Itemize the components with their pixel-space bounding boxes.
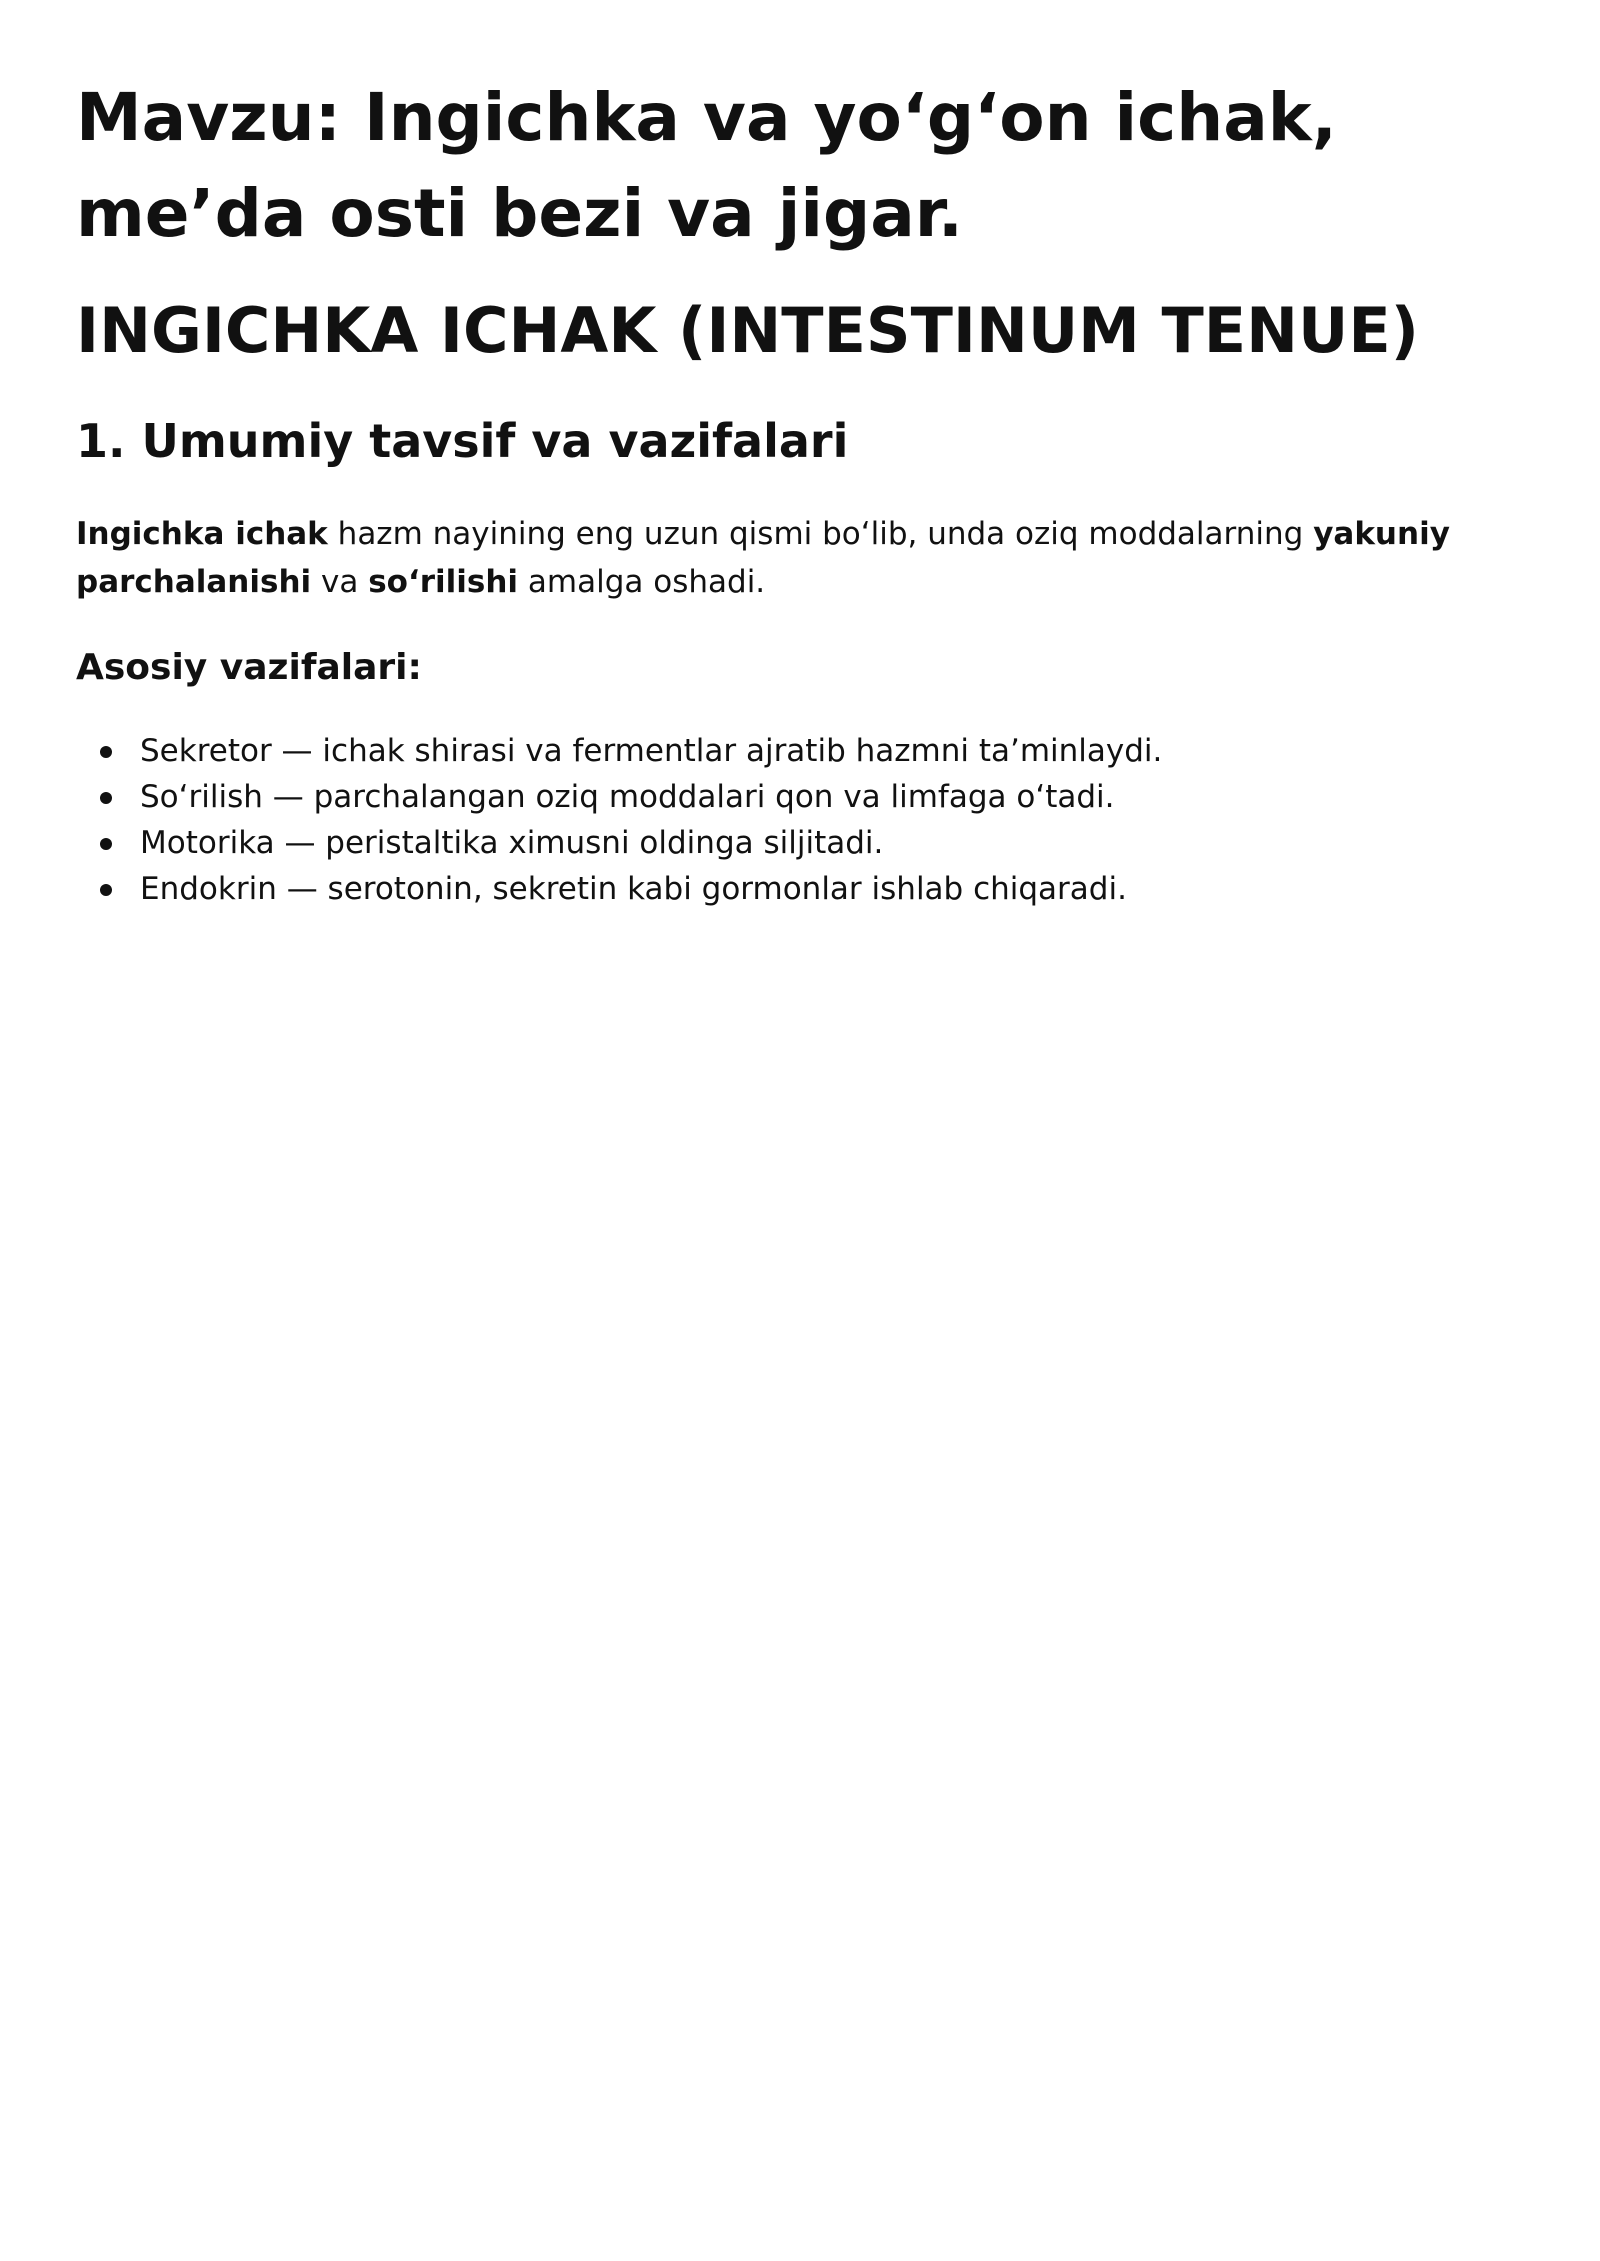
intro-paragraph — [76, 510, 1496, 606]
bullet-icon — [100, 838, 112, 850]
intro-term: Ingichka ichak — [76, 516, 328, 552]
list-item-text: So‘rilish — parchalangan oziq moddalari qon va limfaga o‘tadi. — [140, 779, 1115, 815]
intro-text-2: va — [311, 564, 369, 600]
document-title: Mavzu: Ingichka va yo‘g‘on ichak, me’da osti bezi va jigar. — [76, 79, 1337, 252]
functions-title: Asosiy vazifalari: — [76, 647, 422, 688]
list-item — [100, 728, 1500, 774]
intro-text-1: hazm nayining eng uzun qismi bo‘lib, unda oziq moddalarning — [327, 516, 1314, 552]
functions-list — [100, 728, 1500, 912]
list-item — [100, 774, 1500, 820]
section-title: INGICHKA ICHAK (INTESTINUM TENUE) — [76, 294, 1420, 367]
bullet-icon — [100, 746, 112, 758]
list-item-text: Motorika — peristaltika ximusni oldinga siljitadi. — [140, 825, 884, 861]
intro-bold-1: yakuniy parchalanishi — [76, 516, 1450, 600]
bullet-icon — [100, 792, 112, 804]
list-item — [100, 866, 1500, 912]
list-item — [100, 820, 1500, 866]
subsection-title: 1. Umumiy tavsif va vazifalari — [76, 414, 849, 468]
bullet-icon — [100, 884, 112, 896]
list-item-text: Endokrin — serotonin, sekretin kabi gormonlar ishlab chiqaradi. — [140, 871, 1127, 907]
intro-bold-2: so‘rilishi — [368, 564, 519, 600]
list-item-text: Sekretor — ichak shirasi va fermentlar ajratib hazmni ta’minlaydi. — [140, 733, 1163, 769]
intro-text-3: amalga oshadi. — [518, 564, 766, 600]
